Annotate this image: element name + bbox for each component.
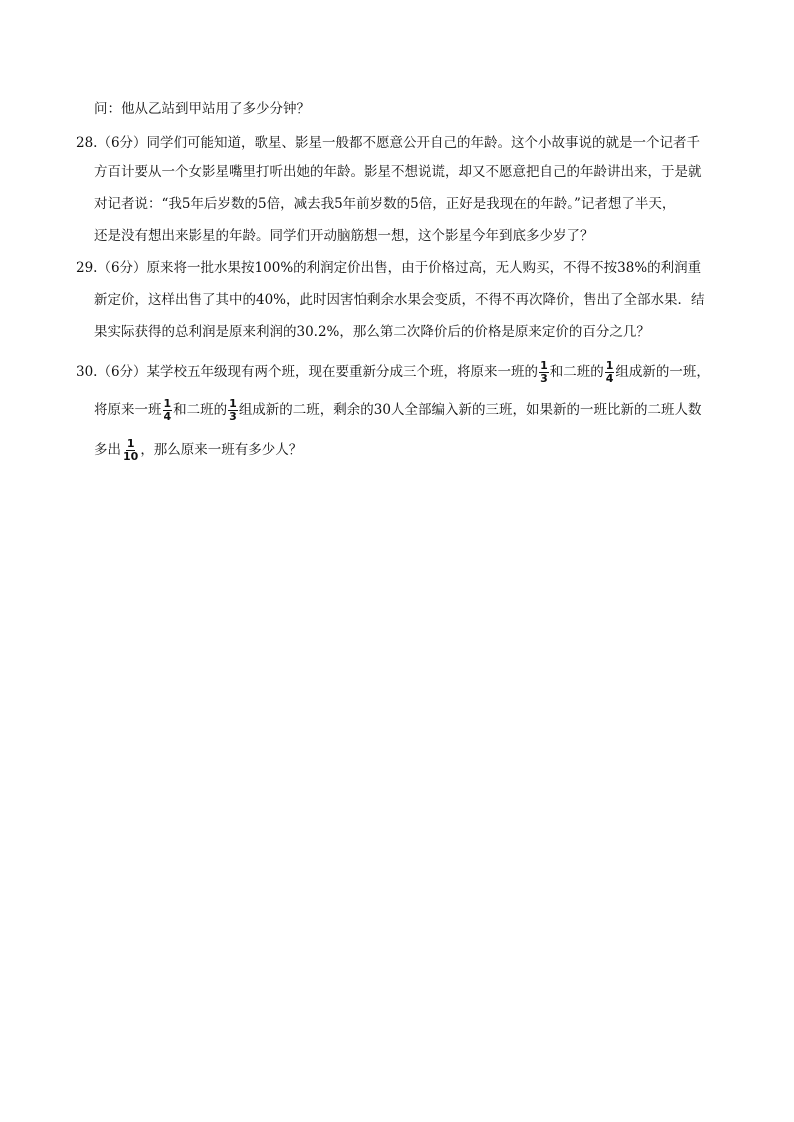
question-28-line-4: 还是没有想出来影星的年龄。同学们开动脑筋想一想，这个影星今年到底多少岁了？ (94, 228, 594, 244)
question-30-text: 30.（6分）某学校五年级现有两个班，现在要重新分成三个班，将原来一班的 (76, 364, 539, 380)
question-30-line-3 (94, 436, 302, 464)
question-30-text: ，那么原来一班有多少人？ (140, 442, 303, 458)
fraction-numerator: 1 (540, 359, 548, 372)
fraction-numerator: 1 (126, 437, 135, 450)
fraction-denominator: 4 (605, 372, 614, 385)
question-28-line-2: 方百计要从一个女影星嘴里打听出她的年龄。影星不想说谎，却又不愿意把自己的年龄讲出来，于是就 (94, 164, 702, 180)
question-30-text: 和二班的 (549, 364, 604, 380)
question-29-line-2: 新定价，这样出售了其中的40%，此时因害怕剩余水果会变质，不得不再次降价，售出了全部水果．结 (94, 292, 705, 308)
question-30-text: 组成新的二班，剩余的30人全部编入新的三班，如果新的一班比新的二班人数 (238, 402, 702, 418)
fraction-numerator: 1 (163, 397, 172, 410)
fraction-denominator: 3 (540, 372, 548, 385)
question-30-text: 将原来一班 (94, 402, 162, 418)
question-28-line-1: 28.（6分）同学们可能知道，歌星、影星一般都不愿意公开自己的年龄。这个小故事说的就是一个记者千 (76, 135, 701, 151)
question-29-line-1: 29.（6分）原来将一批水果按100%的利润定价出售，由于价格过高，无人购买，不得不按38%的利润重 (76, 260, 702, 276)
fraction (163, 398, 173, 423)
fraction-denominator: 10 (123, 450, 139, 463)
question-30-text: 组成新的一班， (615, 364, 710, 380)
fraction-denominator: 4 (163, 410, 172, 423)
question-30-line-2 (94, 396, 702, 424)
fraction (605, 360, 615, 385)
fraction-numerator: 1 (605, 359, 614, 372)
fraction-denominator: 3 (229, 410, 237, 423)
fraction (122, 438, 139, 463)
question-30-text: 和二班的 (173, 402, 228, 418)
fraction-numerator: 1 (229, 397, 237, 410)
question-30-line-1 (76, 358, 710, 386)
fraction (539, 360, 549, 385)
fraction (228, 398, 238, 423)
question-29-line-3: 果实际获得的总利润是原来利润的30.2%，那么第二次降价后的价格是原来定价的百分之几？ (94, 324, 650, 340)
text-line: 问：他从乙站到甲站用了多少分钟？ (94, 101, 310, 117)
question-28-line-3: 对记者说：“我5年后岁数的5倍，减去我5年前岁数的5倍，正好是我现在的年龄。”记者想了半天， (94, 196, 676, 212)
question-30-text: 多出 (94, 442, 121, 458)
